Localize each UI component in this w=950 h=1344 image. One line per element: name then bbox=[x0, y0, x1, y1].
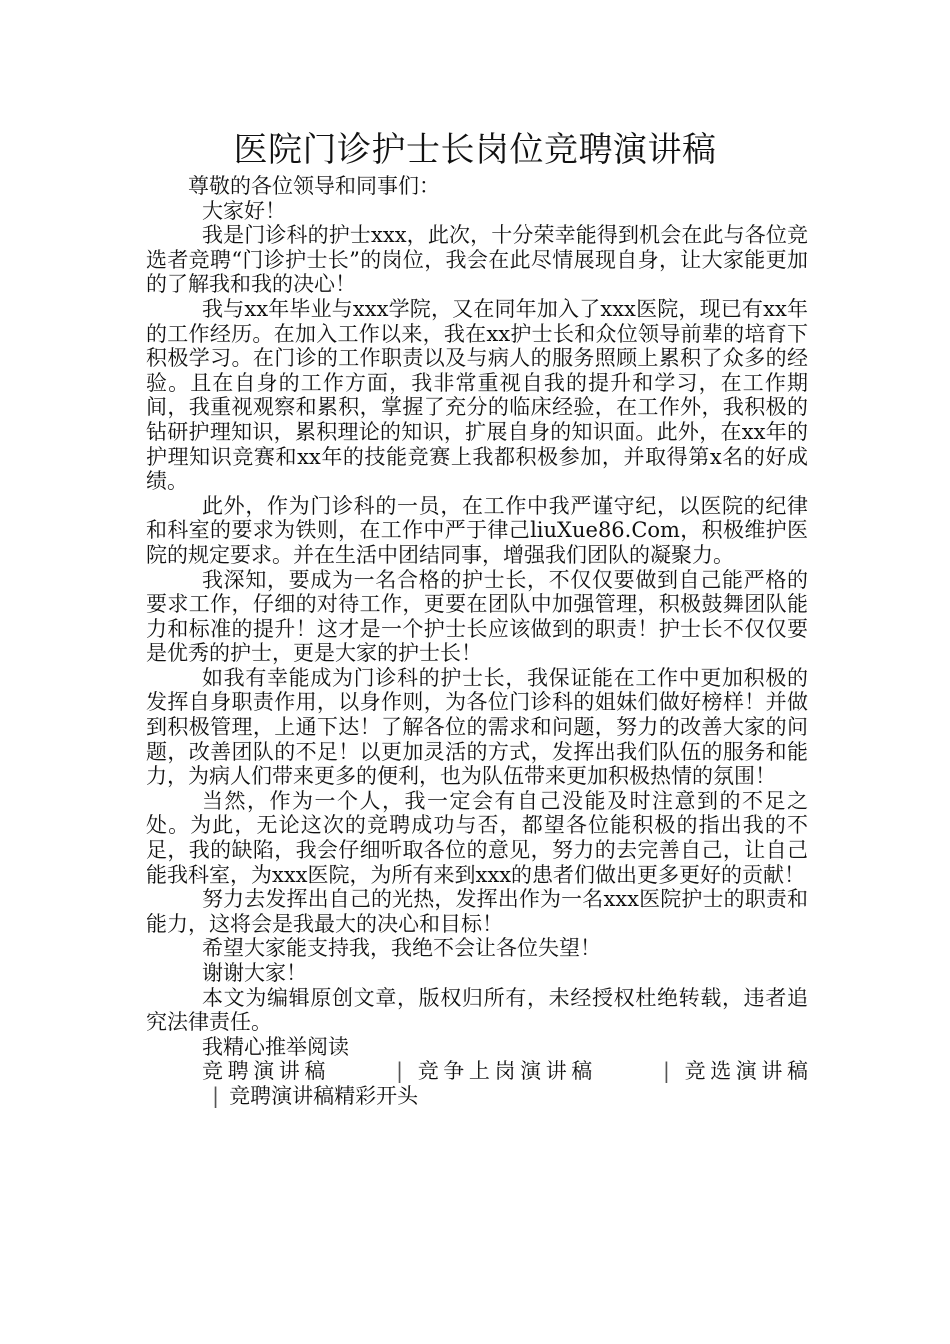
paragraph-commitment: 如我有幸能成为门诊科的护士长，我保证能在工作中更加积极的发挥自身职责作用，以身作则，为各位门诊科的姐妹们做好榜样！并做到积极管理，上通下达！了解各位的需求和问题，努力的改善大家的问题，改善团队的不足！以更加灵活的方式，发挥出我们队伍的服务和能力，为病人们带来更多的便利，也为队伍带来更加积极热情的氛围！ bbox=[146, 665, 808, 789]
link-separator: | bbox=[396, 1059, 404, 1084]
link-separator: | bbox=[212, 1083, 220, 1108]
recommended-reading-heading: 我精心推举阅读 bbox=[202, 1034, 349, 1059]
paragraph-support: 希望大家能支持我，我绝不会让各位失望！ bbox=[202, 936, 601, 961]
document-body bbox=[146, 174, 808, 1109]
related-link[interactable]: 竞选演讲稿 bbox=[680, 1059, 809, 1084]
related-link[interactable]: 竞聘演讲稿精彩开头 bbox=[229, 1083, 419, 1108]
paragraph-introduction: 我是门诊科的护士xxx，此次，十分荣幸能得到机会在此与各位竞选者竞聘“门诊护士长”的岗位，我会在此尽情展现自身，让大家能更加的了解我和我的决心！ bbox=[146, 223, 808, 297]
paragraph-greeting: 大家好！ bbox=[202, 198, 286, 223]
copyright-notice: 本文为编辑原创文章，版权归所有，未经授权杜绝转载，违者追究法律责任。 bbox=[146, 985, 808, 1035]
paragraph-shortcomings: 当然，作为一个人，我一定会有自己没能及时注意到的不足之处。为此，无论这次的竞聘成功与否，都望各位能积极的指出我的不足，我的缺陷，我会仔细听取各位的意见，努力的去完善自己，让自己能我科室，为xxx医院，为所有来到xxx的患者们做出更多更好的贡献！ bbox=[146, 788, 808, 887]
salutation: 尊敬的各位领导和同事们： bbox=[188, 174, 440, 198]
paragraph-head-nurse-duty: 我深知，要成为一名合格的护士长，不仅仅要做到自己能严格的要求工作，仔细的对待工作，更要在团队中加强管理，积极鼓舞团队能力和标准的提升！这才是一个护士长应该做到的职责！护士长不仅仅要是优秀的护士，更是大家的护士长！ bbox=[146, 567, 808, 666]
link-separator: | bbox=[662, 1059, 670, 1084]
paragraph-discipline: 此外，作为门诊科的一员，在工作中我严谨守纪，以医院的纪律和科室的要求为铁则，在工作中严于律己liuXue86.Com，积极维护医院的规定要求。并在生活中团结同事，增强我们团队的凝聚力。 bbox=[146, 493, 808, 567]
related-link[interactable]: 竞聘演讲稿 bbox=[202, 1059, 331, 1084]
related-link[interactable]: 竞争上岗演讲稿 bbox=[413, 1059, 597, 1084]
paragraph-thanks: 谢谢大家！ bbox=[202, 961, 307, 985]
document-title: 医院门诊护士长岗位竞聘演讲稿 bbox=[233, 130, 717, 170]
paragraph-experience: 我与xx年毕业与xxx学院，又在同年加入了xxx医院，现已有xx年的工作经历。在加入工作以来，我在xx护士长和众位领导前辈的培育下积极学习。在门诊的工作职责以及与病人的服务照顾上累积了众多的经验。且在自身的工作方面，我非常重视自我的提升和学习，在工作期间，我重视观察和累积，掌握了充分的临床经验，在工作外，我积极的钻研护理知识，累积理论的知识，扩展自身的知识面。此外，在xx年的护理知识竞赛和xx年的技能竞赛上我都积极参加，并取得第x名的好成绩。 bbox=[146, 296, 808, 494]
related-links bbox=[146, 1059, 808, 1108]
paragraph-goal: 努力去发挥出自己的光热，发挥出作为一名xxx医院护士的职责和能力，这将会是我最大的决心和目标！ bbox=[146, 887, 808, 936]
